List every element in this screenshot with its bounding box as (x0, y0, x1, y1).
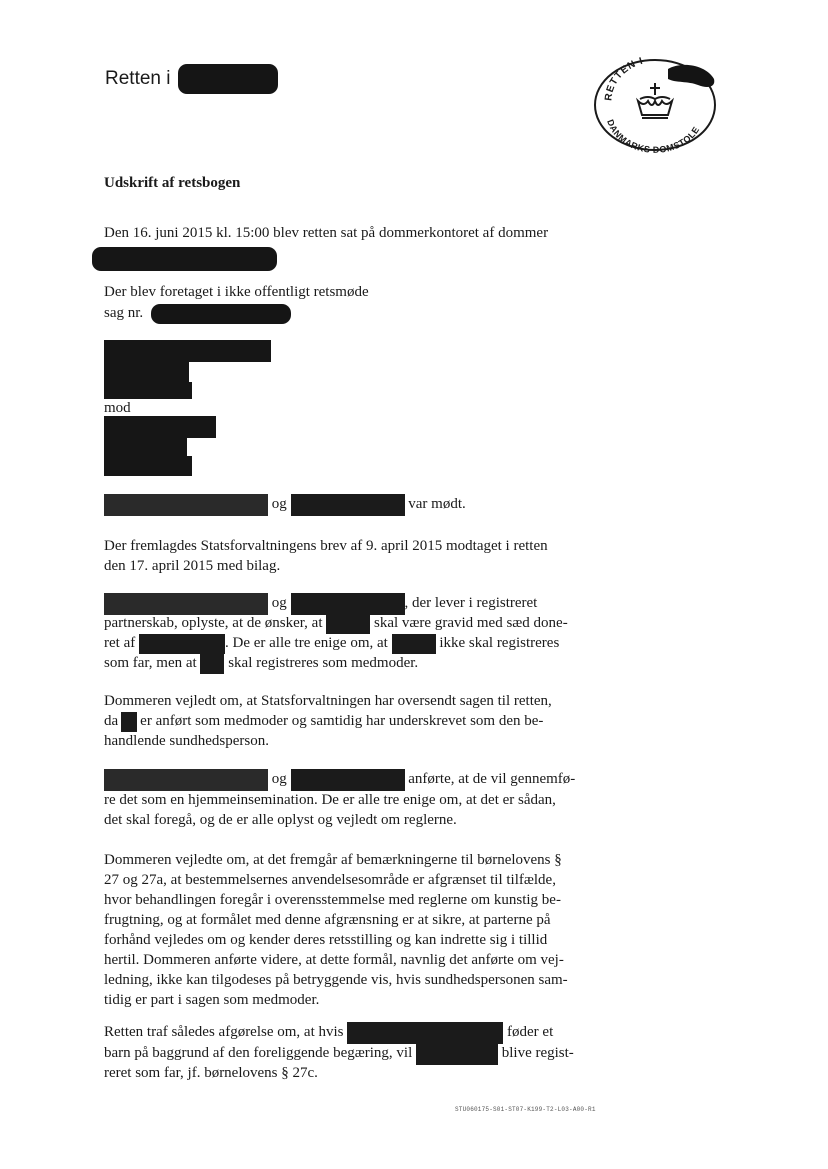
present-line (104, 493, 466, 516)
document-footer-code: STU060175-S01-ST07-K199-T2-L03-A00-R1 (455, 1106, 596, 1113)
p6-line-3: reret som far, jf. børnelovens § 27c. (104, 1065, 318, 1081)
document-title: Udskrift af retsbogen (104, 175, 241, 191)
p6-line-1-a: Retten traf således afgørelse om, at hvis (104, 1024, 344, 1040)
meeting-line-1: Der blev foretaget i ikke offentligt retsmøde (104, 284, 369, 300)
redaction-short-3 (200, 654, 224, 674)
redaction-court-name (178, 64, 278, 94)
p6-line-1 (104, 1021, 553, 1044)
redaction-short-4 (121, 712, 137, 732)
p2-line-2-b: skal være gravid med sæd done- (374, 615, 568, 631)
present-og: og (271, 496, 287, 512)
p4-line-3: det skal foregå, og de er alle oplyst og vejledt om reglerne. (104, 812, 457, 828)
stamp-top-text: RETTEN I (603, 55, 645, 102)
redaction-party-1-line-1 (104, 340, 271, 362)
court-header (105, 64, 278, 94)
redaction-party-2-line-3 (104, 456, 192, 476)
p5-line-2: 27 og 27a, at bestemmelsernes anvendelsesområde er afgrænset til tilfælde, (104, 872, 556, 888)
court-prefix: Retten i (105, 68, 171, 90)
p2-line-2-a: partnerskab, oplyste, at de ønsker, at (104, 615, 323, 631)
p2-line-3-a: ret af (104, 635, 136, 651)
p2-line-3-c: ikke skal registreres (439, 635, 560, 651)
intro-line: Den 16. juni 2015 kl. 15:00 blev retten sat på dommerkontoret af dommer (104, 225, 549, 241)
p1-line-1: Der fremlagdes Statsforvaltningens brev af 9. april 2015 modtaget i retten (104, 538, 548, 554)
p5-line-1: Dommeren vejledte om, at det fremgår af bemærkningerne til børnelovens § (104, 852, 562, 868)
p4-line-1-b: anførte, at de vil gennemfø- (408, 771, 576, 787)
svg-text:DANMARKS DOMSTOLE (605, 118, 701, 155)
p3-line-1: Dommeren vejledt om, at Statsforvaltningen har oversendt sagen til retten, (104, 693, 552, 709)
redaction-party-2-line-2 (104, 438, 187, 456)
meeting-line-2 (104, 302, 291, 324)
p5-line-3: hvor behandlingen foregår i overensstemmelse med reglerne om kunstig be- (104, 892, 561, 908)
present-end: var mødt. (408, 496, 466, 512)
p4-line-2: re det som en hjemmeinsemination. De er alle tre enige om, at det er sådan, (104, 792, 556, 808)
redaction-party-1-line-2 (104, 362, 189, 382)
redaction-donor-name (139, 634, 225, 654)
p6-line-1-b: føder et (507, 1024, 554, 1040)
redaction-name-a (104, 494, 268, 516)
p5-line-7: ledning, ikke kan tilgodeses på betryggende vis, hvis sundhedspersonen sam- (104, 972, 568, 988)
p3-line-3: handlende sundhedsperson. (104, 733, 269, 749)
p2-line-3 (104, 632, 559, 654)
crown-icon (638, 83, 672, 118)
stamp-bottom-text: DANMARKS DOMSTOLE (605, 118, 702, 155)
versus-label: mod (104, 400, 131, 416)
p5-line-4: frugtning, og at formålet med denne afgrænsning er at sikre, at parterne på (104, 912, 551, 928)
redaction-short-2 (392, 634, 436, 654)
redaction-judge-name (92, 247, 277, 271)
redaction-short-1 (326, 614, 370, 634)
redaction-name-c (347, 1022, 503, 1044)
redaction-name-b (291, 494, 405, 516)
p3-line-2 (104, 710, 543, 732)
p5-line-8: tidig er part i sagen som medmoder. (104, 992, 320, 1008)
court-stamp (590, 55, 720, 155)
p5-line-6: hertil. Dommeren anførte videre, at dette formål, navnlig det anførte om vej- (104, 952, 564, 968)
case-number-label: sag nr. (104, 305, 144, 321)
p4-line-1 (104, 768, 575, 791)
p2-og: og (271, 595, 287, 611)
p2-line-3-b: . De er alle tre enige om, at (224, 635, 388, 651)
svg-text:RETTEN I (603, 56, 645, 102)
redaction-name-d (416, 1043, 498, 1065)
redaction-case-number (151, 304, 291, 324)
redaction-name-a (104, 769, 268, 791)
redaction-party-2-line-1 (104, 416, 216, 438)
p2-line-1-text: , der lever i registreret (404, 595, 538, 611)
p6-line-2-a: barn på baggrund af den foreliggende begæring, vil (104, 1045, 413, 1061)
p2-line-4-a: som far, men at (104, 655, 197, 671)
p2-line-2 (104, 612, 568, 634)
p3-line-2-b: er anført som medmoder og samtidig har underskrevet som den be- (140, 713, 544, 729)
p1-line-2: den 17. april 2015 med bilag. (104, 558, 281, 574)
p2-line-4 (104, 652, 418, 674)
p3-line-2-a: da (104, 713, 119, 729)
p5-line-5: forhånd vejledes om og kender deres retsstilling og kan indrette sig i tillid (104, 932, 548, 948)
p6-line-2-b: blive regist- (501, 1045, 574, 1061)
p2-line-4-b: skal registreres som medmoder. (228, 655, 419, 671)
p4-og: og (271, 771, 287, 787)
redaction-name-b (291, 769, 405, 791)
